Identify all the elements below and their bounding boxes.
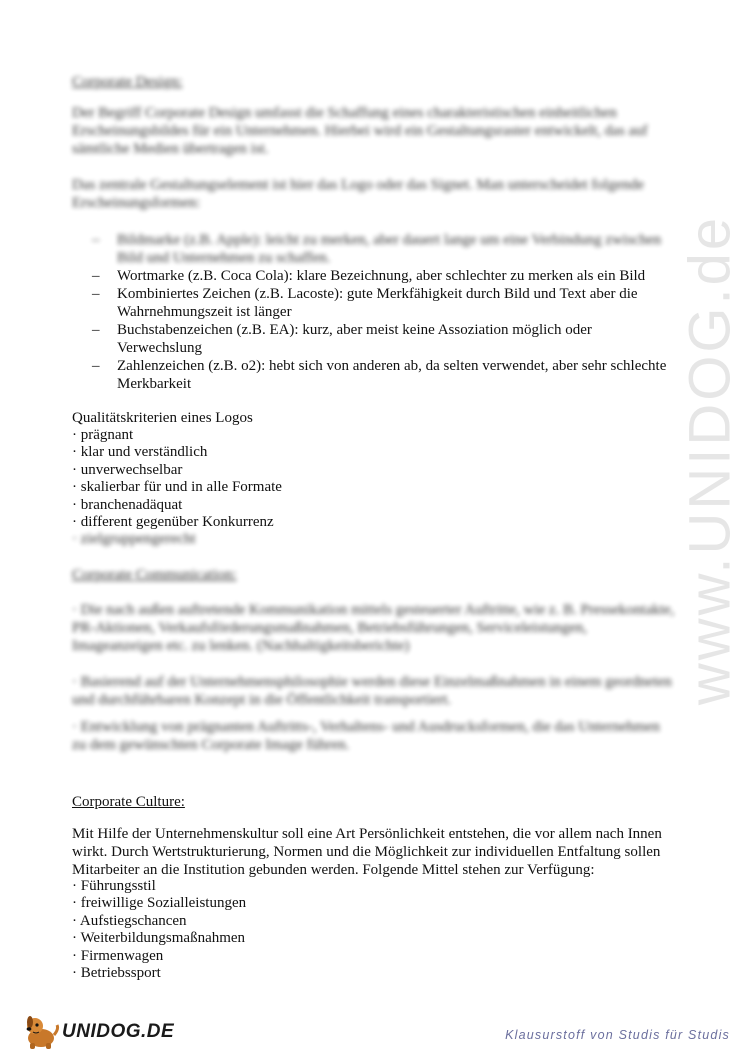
list-item-text: Kombiniertes Zeichen (z.B. Lacoste): gute Merkfähigkeit durch Bild und Text aber die Wahrnehmungszeit ist länger [117, 286, 638, 320]
corporate-communication-paragraph: · Entwicklung von prägnanten Auftritts-, Verhaltens- und Ausdrucksformen, die das Unternehmen zu dem gewünschten Corporate Image führen. [72, 719, 660, 753]
list-item-text: Bildmarke (z.B. Apple): leicht zu merken, aber dauert lange um eine Verbindung zwischen Bild und Unternehmen zu schaffen. [117, 232, 662, 266]
dash-marker: – [92, 322, 100, 338]
list-item [92, 357, 677, 393]
corporate-communication-paragraph: · Die nach außen auftretende Kommunikation mittels gesteuerter Auftritte, wie z. B. Pressekontakte, PR-Aktionen, Verkaufsförderungsmaßnahmen, Betriebsführungen, Serviceleistungen, Imageanzeigen etc. zu lenken. (Nachhaltigkeitsberichte) [72, 602, 675, 654]
list-item-text: Wortmarke (z.B. Coca Cola): klare Bezeichnung, aber schlechter zu merken als ein Bild [117, 268, 646, 284]
list-item: · freiwillige Sozialleistungen [72, 895, 247, 912]
corporate-design-heading: Corporate Design: [72, 74, 183, 90]
list-item [92, 267, 677, 285]
dog-logo-icon [22, 1013, 60, 1051]
corporate-design-paragraph-2: Das zentrale Gestaltungselement ist hier das Logo oder das Signet. Man unterscheidet folgende Erscheinungsformen: [72, 177, 644, 211]
corporate-culture-paragraph: Mit Hilfe der Unternehmenskultur soll eine Art Persönlichkeit entstehen, die vor allem nach Innen wirkt. Durch Wertstrukturierung, Normen und die Möglichkeit zur individuellen Entfaltung sollen Mitarbeiter an die Institution gebunden werden. Folgende Mittel stehen zur Verfügung: [72, 826, 662, 878]
footer-logo [22, 1013, 174, 1051]
dash-marker: – [92, 232, 100, 248]
quality-criteria-heading: Qualitätskriterien eines Logos [72, 410, 253, 426]
corporate-culture-heading: Corporate Culture: [72, 794, 185, 810]
list-item: · skalierbar für und in alle Formate [72, 479, 282, 496]
list-item: · unverwechselbar [72, 461, 183, 478]
list-item: · Betriebssport [72, 965, 161, 982]
list-item: · zielgruppengerecht [72, 531, 196, 548]
quality-criteria-list [72, 427, 282, 549]
dash-marker: – [92, 358, 100, 374]
list-item: · Firmenwagen [72, 947, 164, 964]
list-item [92, 231, 677, 267]
corporate-communication-paragraph: · Basierend auf der Unternehmensphilosophie werden diese Einzelmaßnahmen in einem geordneten und durchführbaren Konzept in die Öffentlichkeit transportiert. [72, 674, 672, 708]
list-item: · branchenadäquat [72, 496, 183, 513]
list-item: · Führungsstil [72, 878, 156, 894]
corporate-design-paragraph-1: Der Begriff Corporate Design umfasst die Schaffung eines charakteristischen einheitlichen Erscheinungsbildes für ein Unternehmen. Hierbei wird ein Gestaltungsraster entwickelt, das auf sämtliche Medien übertragen ist. [72, 105, 648, 157]
footer-tagline: Klausurstoff von Studis für Studis [505, 1028, 730, 1042]
list-item-text: Zahlenzeichen (z.B. o2): hebt sich von anderen ab, da selten verwendet, aber sehr schlechte Merkbarkeit [117, 358, 667, 392]
list-item: · Aufstiegschancen [72, 912, 187, 929]
list-item: · Weiterbildungsmaßnahmen [72, 930, 246, 947]
list-item [92, 285, 677, 321]
corporate-culture-list [72, 878, 246, 982]
corporate-communication-heading: Corporate Communication: [72, 567, 237, 583]
list-item: · prägnant [72, 427, 134, 443]
list-item: · klar und verständlich [72, 444, 208, 461]
footer-logo-text: UNIDOG.DE [62, 1021, 175, 1042]
list-item [92, 321, 677, 357]
dash-marker: – [92, 268, 100, 284]
list-item-text: Buchstabenzeichen (z.B. EA): kurz, aber meist keine Assoziation möglich oder Verwechslung [117, 322, 592, 356]
logo-types-list [92, 231, 677, 393]
watermark: www.UNIDOG.de [677, 214, 743, 706]
dash-marker: – [92, 286, 100, 302]
list-item: · different gegenüber Konkurrenz [72, 514, 274, 531]
